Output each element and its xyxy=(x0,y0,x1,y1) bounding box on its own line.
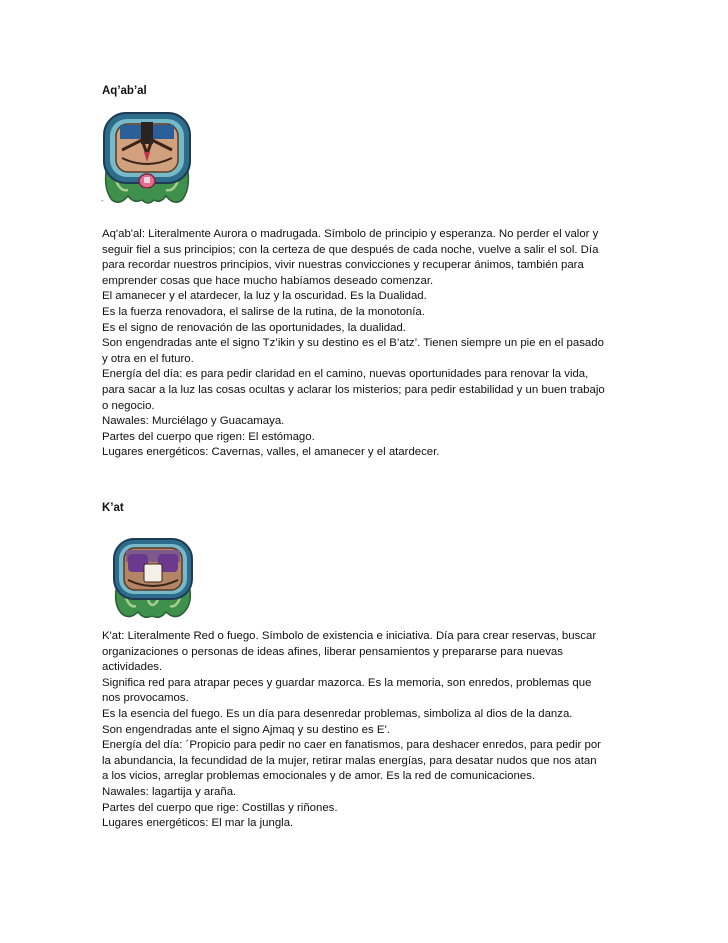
body-line: Energía del día: es para pedir claridad en el camino, nuevas oportunidades para renovar la vida, xyxy=(102,368,589,381)
section-title-kat: K’at xyxy=(102,502,124,514)
body-line: actividades. xyxy=(102,661,163,674)
section-body-kat xyxy=(102,629,632,832)
body-line: Partes del cuerpo que rige: Costillas y riñones. xyxy=(102,801,338,814)
body-line: la abundancia, la fecundidad de la mujer, retirar malas energías, para desatar nudos que nos atan xyxy=(102,754,597,767)
body-line: para recordar nuestros principios, vivir nuestras convicciones y recuperar ánimos, también para xyxy=(102,259,584,272)
body-line: Son engendradas ante el signo Tz’ikin y su destino es el B’atz’. Tienen siempre un pie en el pasado xyxy=(102,337,604,350)
body-line: seguir fiel a sus principios; con la certeza de que después de cada noche, vuelve a salir el sol. Día xyxy=(102,243,599,256)
body-line: para sacar a la luz las cosas ocultas y aclarar los misterios; para pedir estabilidad y un buen trabajo xyxy=(102,383,605,396)
body-line: Aq'ab'al: Literalmente Aurora o madrugada. Símbolo de principio y esperanza. No perder el valor y xyxy=(102,228,599,240)
body-line: a los vicios, arreglar problemas emocionales y de amor. Es la red de comunicaciones. xyxy=(102,770,536,783)
body-line: Es el signo de renovación de las oportunidades, la dualidad. xyxy=(102,321,406,334)
body-line: Energía del día: ´Propicio para pedir no caer en fanatismos, para deshacer enredos, para pedir por xyxy=(102,739,601,752)
body-line: Lugares energéticos: Cavernas, valles, el amanecer y el atardecer. xyxy=(102,446,440,459)
body-line: organizaciones o personas de ideas afines, liberar pensamientos y prepararse para nuevas xyxy=(102,645,563,658)
body-line: nos provocamos. xyxy=(102,692,189,705)
body-line: Significa red para atrapar peces y guardar mazorca. Es la memoria, son enredos, problemas que xyxy=(102,676,592,689)
section-title-aqabal: Aq’ab’al xyxy=(102,85,147,97)
aqabal-glyph-icon xyxy=(98,110,196,206)
body-line: Partes del cuerpo que rigen: El estómago. xyxy=(102,430,315,443)
body-line: Es la fuerza renovadora, el salirse de la rutina, de la monotonía. xyxy=(102,305,425,318)
body-line: Es la esencia del fuego. Es un día para desenredar problemas, simboliza al dios de la danza. xyxy=(102,707,573,720)
stray-mark: - xyxy=(101,196,104,205)
kat-glyph-icon xyxy=(110,536,196,620)
body-line: emprender cosas que hace mucho habíamos deseado comenzar. xyxy=(102,274,434,287)
body-line: K'at: Literalmente Red o fuego. Símbolo de existencia e iniciativa. Día para crear reservas, buscar xyxy=(102,630,597,642)
body-line: El amanecer y el atardecer, la luz y la oscuridad. Es la Dualidad. xyxy=(102,290,427,303)
body-line: Nawales: lagartija y araña. xyxy=(102,785,237,798)
body-line: o negocio. xyxy=(102,399,155,412)
body-line: Lugares energéticos: El mar la jungla. xyxy=(102,817,294,830)
body-line: Son engendradas ante el signo Ajmaq y su destino es E’. xyxy=(102,723,391,736)
section-body-aqabal xyxy=(102,227,632,461)
body-line: Nawales: Murciélago y Guacamaya. xyxy=(102,415,285,428)
body-line: y otra en el futuro. xyxy=(102,352,194,365)
